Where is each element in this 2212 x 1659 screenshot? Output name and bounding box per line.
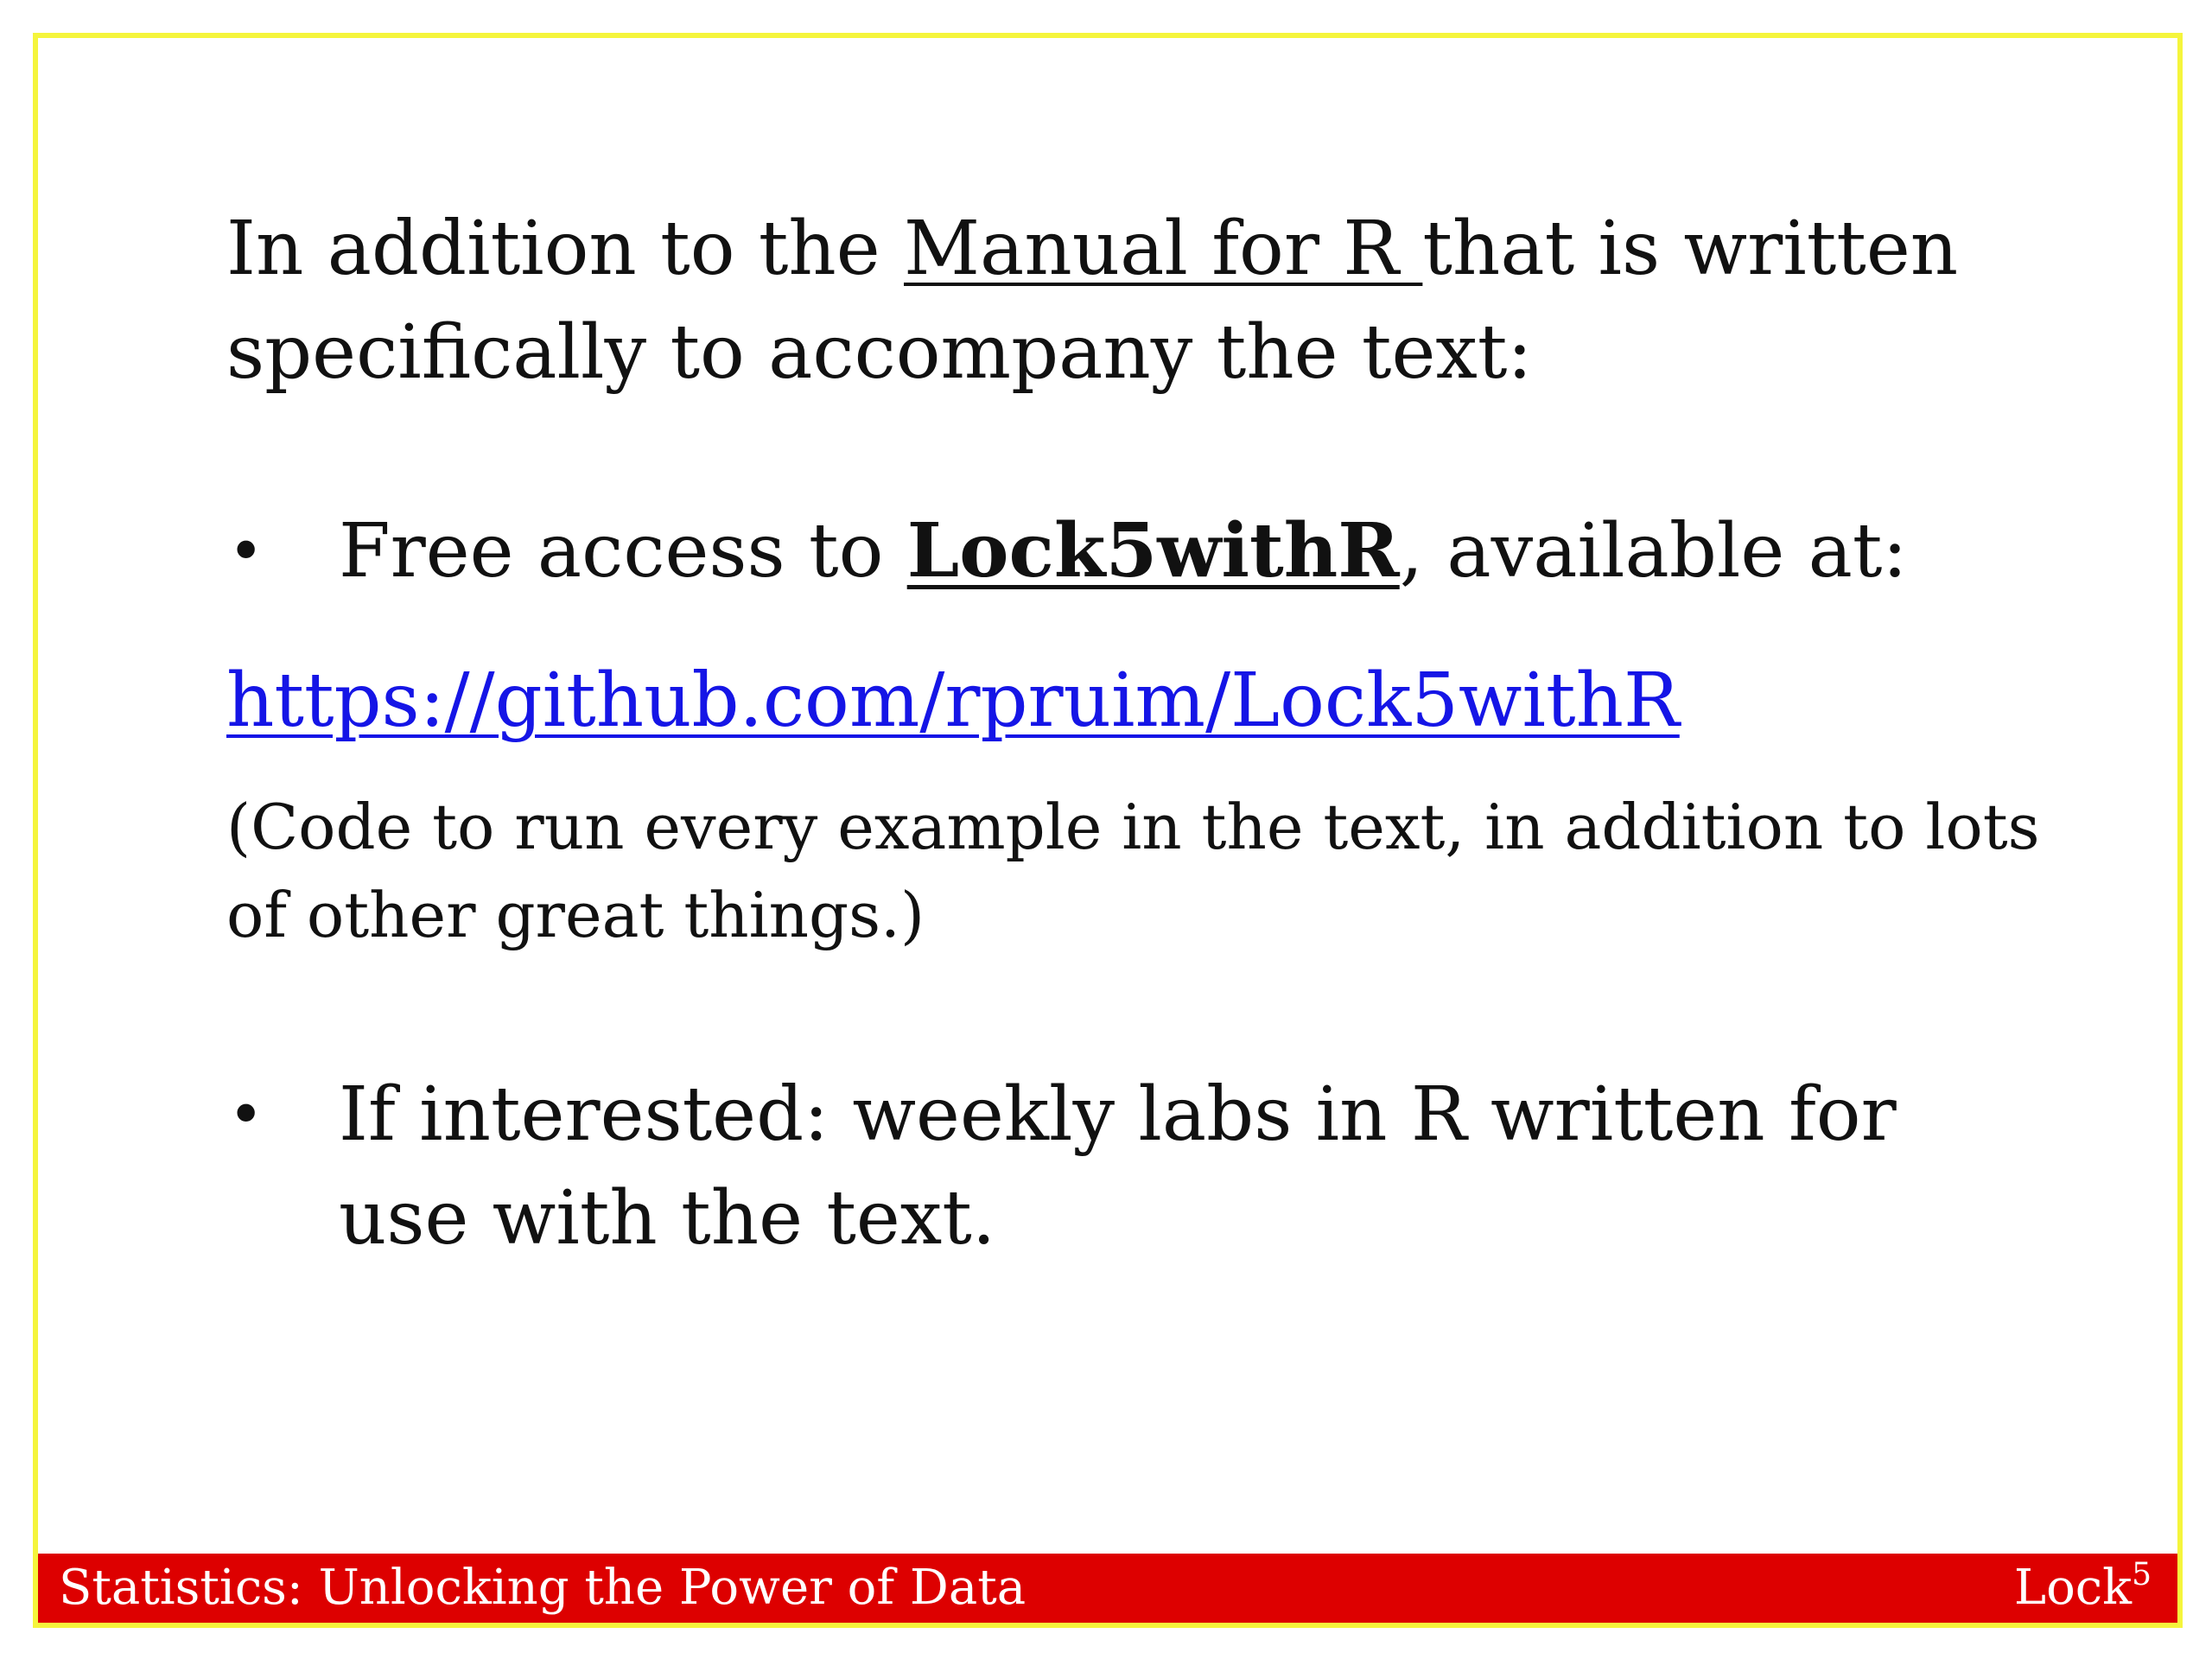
bullet-item-lock5withr xyxy=(226,499,2041,603)
bullet-dot-icon: • xyxy=(228,516,264,587)
bullet2-text: If interested: weekly labs in R written for use with the text. xyxy=(339,1071,1897,1262)
code-note: (Code to run every example in the text, in addition to lots of other great things.) xyxy=(226,791,2040,951)
manual-for-r-text: Manual for R xyxy=(904,206,1423,292)
github-link[interactable]: https://github.com/rpruim/Lock5withR xyxy=(226,658,1680,744)
bullet-item-weekly-labs xyxy=(226,1063,2041,1270)
bullet-dot-icon: • xyxy=(228,1079,264,1150)
footer-bar xyxy=(38,1554,2177,1623)
bullet1-text-after: , available at: xyxy=(1399,508,1908,594)
footer-brand-text: Lock xyxy=(2013,1560,2133,1616)
footer-title: Statistics: Unlocking the Power of Data xyxy=(59,1560,1027,1616)
bullet1-text-before: Free access to xyxy=(339,508,907,594)
intro-text-after: that is written specifically to accompany the text: xyxy=(226,206,1959,396)
intro-paragraph xyxy=(226,197,2041,404)
footer-brand-superscript: 5 xyxy=(2132,1557,2152,1592)
package-name: Lock5withR xyxy=(906,507,1400,594)
slide-content xyxy=(226,197,2041,1270)
footer-brand xyxy=(2014,1554,2152,1623)
intro-text-before: In addition to the xyxy=(226,206,904,292)
